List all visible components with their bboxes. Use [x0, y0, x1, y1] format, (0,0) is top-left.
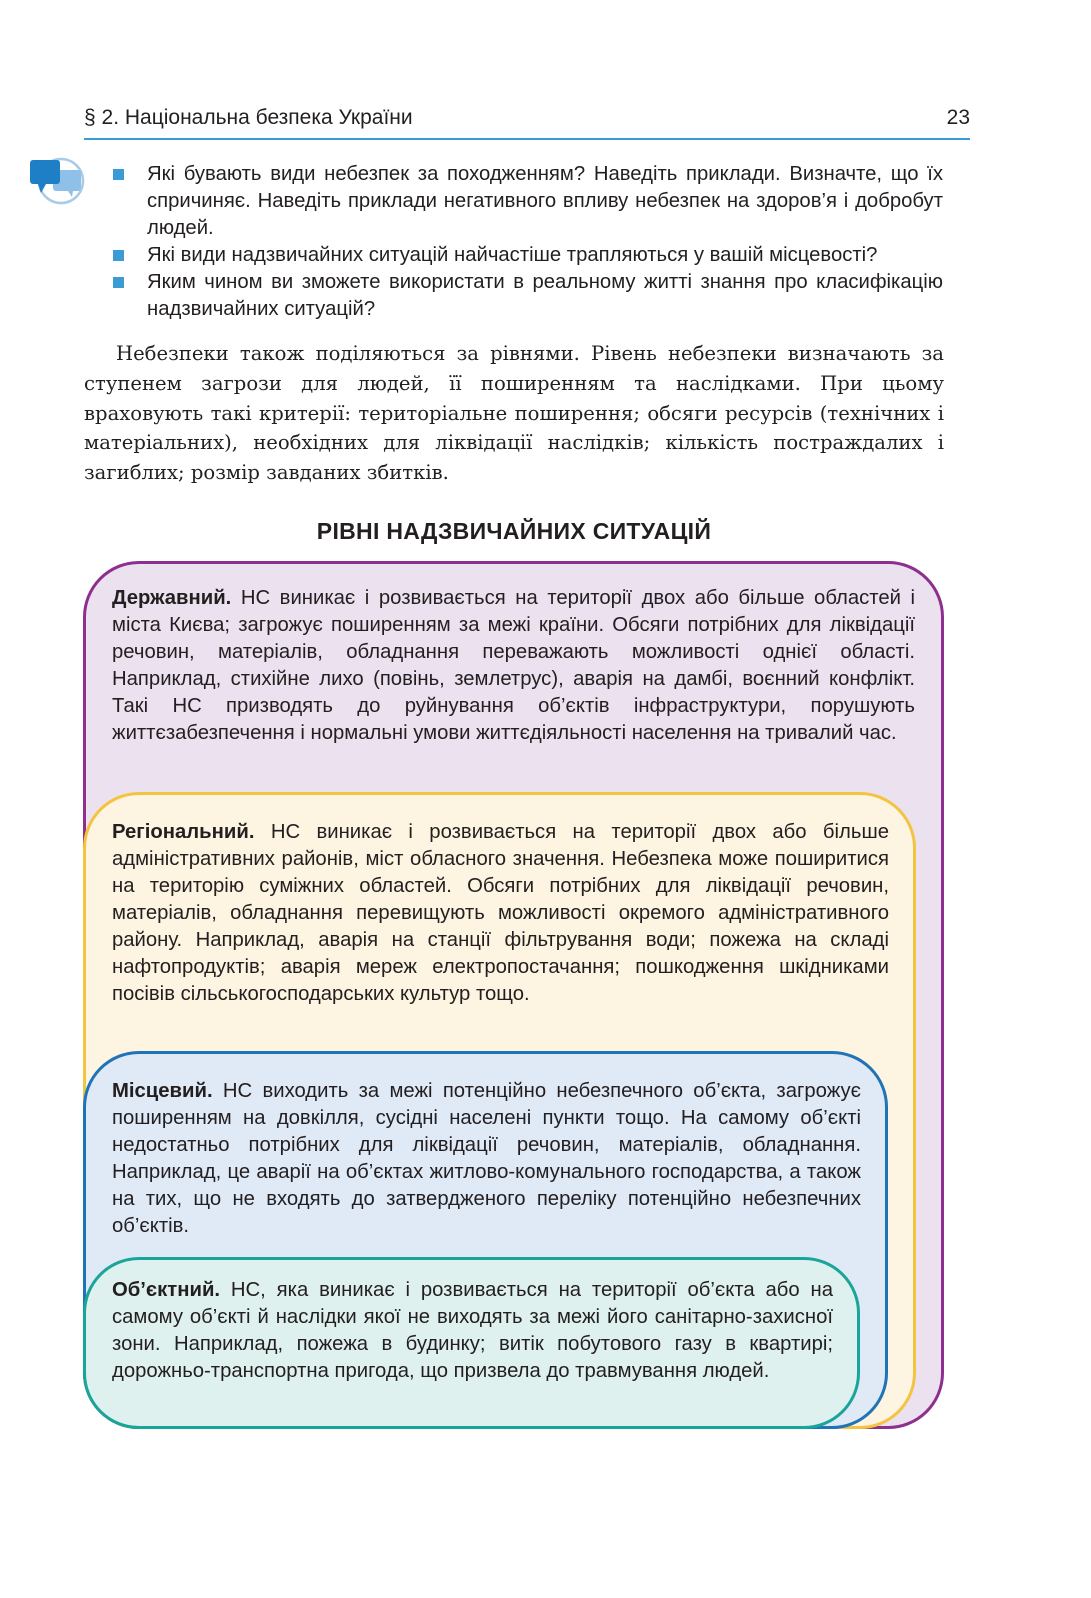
- level-object-description: НС, яка виникає і розвивається на території об’єкта або на самому об’єкті й наслідки якої не виходять за межі його санітарно-захисної зони. Наприклад, пожежа в будинку; витік побутового газу в квартирі; дорожньо-транспортна пригода, що призвела до травмування людей.: [112, 1279, 833, 1382]
- level-object-box: [83, 1257, 860, 1429]
- question-item: [113, 161, 943, 242]
- level-regional-name: Регіональний.: [112, 821, 255, 843]
- level-regional-description: НС виникає і розвивається на території двох або більше адміністративних районів, міст обласного значення. Небезпека може поширитися на територію суміжних областей. Обсяги потрібних для ліквідації речовин, матеріалів, обладнання перевищують можливості окремого адміністративного району. Наприклад, аварія на станції фільтрування води; пожежа на складі нафтопродуктів; аварія мереж електропостачання; пошкодження шкідниками посівів сільськогосподарських культур тощо.: [112, 821, 889, 1005]
- level-local-text: [112, 1078, 861, 1240]
- question-item: [113, 269, 943, 323]
- questions-list: [113, 161, 943, 323]
- section-title: § 2. Національна безпека України: [84, 106, 413, 129]
- level-state-description: НС виникає і розвивається на території двох або більше областей і міста Києва; загрожує поширенням за межі країни. Обсяги потрібних для ліквідації речовин, матеріалів, обладнання переважають можливості однієї області. Наприклад, стихійне лихо (повінь, землетрус), аварія на дамбі, воєнний конфлікт. Такі НС призводять до руйнування об’єктів інфраструктури, порушують життєзабезпечення і нормальні умови життєдіяльності населення на тривалий час.: [112, 587, 915, 744]
- level-local-description: НС виходить за межі потенційно небезпечного об’єкта, загрожує поширенням на довкілля, сусідні населені пункти тощо. На самому об’єкті недостатньо потрібних для ліквідації речовин, матеріалів, обладнання. Наприклад, це аварії на об’єктах житлово-комунального господарства, а також на тих, що не входять до затвердженого переліку потенційно небезпечних об’єктів.: [112, 1080, 861, 1237]
- level-state-text: [112, 585, 915, 747]
- level-regional-text: [112, 819, 889, 1008]
- level-state-name: Державний.: [112, 587, 232, 609]
- levels-title: РІВНІ НАДЗВИЧАЙНИХ СИТУАЦІЙ: [316, 518, 712, 544]
- level-object-text: [112, 1277, 833, 1385]
- square-bullet-icon: [113, 277, 124, 288]
- question-text: Яким чином ви зможете використати в реальному житті знання про класифікацію надзвичайних ситуацій?: [147, 271, 943, 320]
- body-paragraph: Небезпеки також поділяються за рівнями. Рівень небезпеки визначають за ступенем загрози для людей, її поширенням та наслідками. При цьому враховують такі критерії: територіальне поширення; обсяги ресурсів (технічних і матеріальних), необхідних для ліквідації наслідків; кількість постраждалих і загиблих; розмір завданих збитків.: [84, 342, 944, 485]
- question-item: [113, 242, 943, 269]
- page-number: 23: [946, 106, 970, 129]
- level-object-name: Об’єктний.: [112, 1279, 221, 1301]
- page-header: [84, 104, 970, 140]
- question-text: Які види надзвичайних ситуацій найчастіше трапляються у вашій місцевості?: [147, 244, 878, 266]
- discussion-bubbles-icon: [28, 156, 86, 208]
- question-text: Які бувають види небезпек за походженням? Наведіть приклади. Визначте, що їх спричиняє. Наведіть приклади негативного впливу небезпек на здоров’я і добробут людей.: [147, 163, 943, 239]
- square-bullet-icon: [113, 169, 124, 180]
- square-bullet-icon: [113, 250, 124, 261]
- level-local-name: Місцевий.: [112, 1080, 213, 1102]
